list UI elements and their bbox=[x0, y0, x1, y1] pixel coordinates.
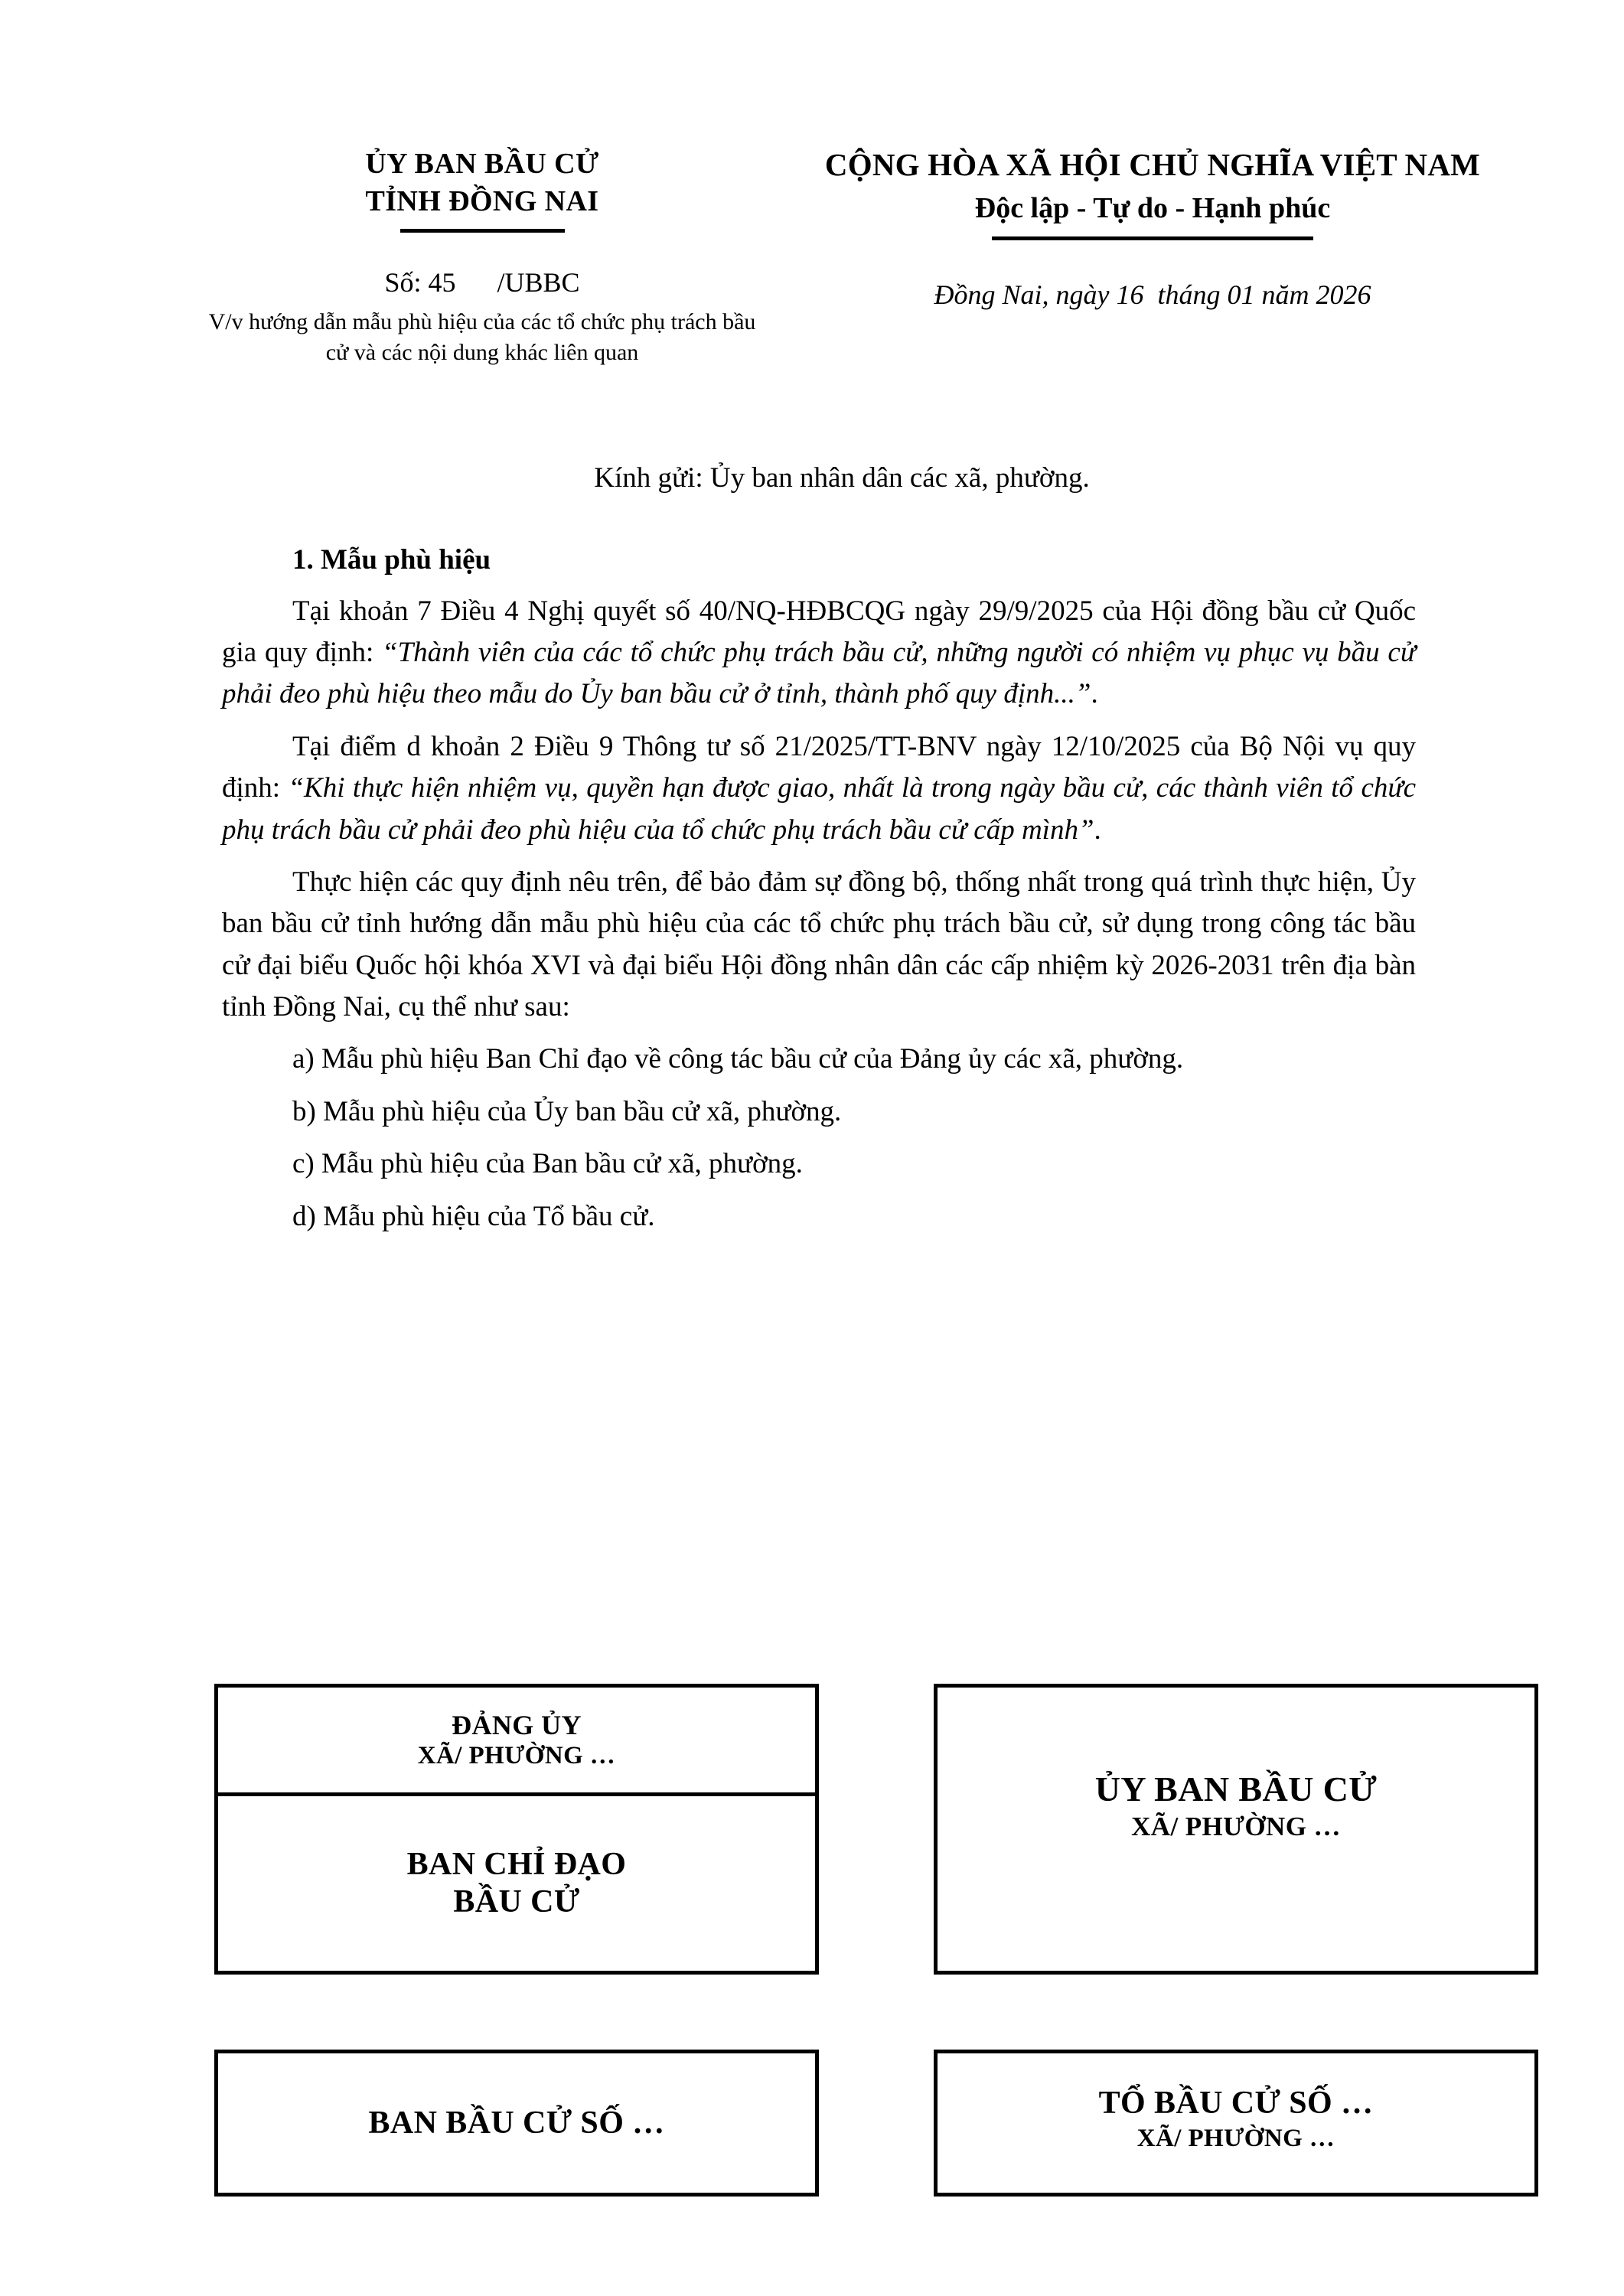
list-item-d: d) Mẫu phù hiệu của Tổ bầu cử. bbox=[292, 1200, 655, 1232]
badge-uy-ban-bau-cu-line-1: ỦY BAN BẦU CỬ bbox=[1094, 1769, 1378, 1808]
badge-dang-uy-header-cell bbox=[218, 1688, 815, 1796]
list-item-c: c) Mẫu phù hiệu của Ban bầu cử xã, phường. bbox=[292, 1148, 803, 1180]
header-issuing-authority-block bbox=[191, 145, 773, 368]
badge-ban-bau-cu bbox=[214, 2050, 819, 2197]
badge-dang-uy-line-1: ĐẢNG ỦY bbox=[452, 1710, 582, 1741]
paragraph-2-tail: . bbox=[1094, 814, 1101, 846]
badge-ban-chi-dao-cell bbox=[218, 1796, 815, 1971]
document-body bbox=[222, 459, 1416, 1248]
badge-dang-uy-ban-chi-dao bbox=[214, 1684, 819, 1975]
badge-to-bau-cu bbox=[934, 2050, 1538, 2197]
badge-ban-chi-dao-line-1: BAN CHỈ ĐẠO bbox=[406, 1847, 627, 1883]
document-subject: V/v hướng dẫn mẫu phù hiệu của các tổ chức phụ trách bầu cử và các nội dung khác liên quan bbox=[208, 309, 756, 365]
badge-dang-uy-line-2: XÃ/ PHƯỜNG … bbox=[417, 1741, 616, 1769]
list-item-b: b) Mẫu phù hiệu của Ủy ban bầu cử xã, phường. bbox=[292, 1095, 842, 1127]
badge-uy-ban-bau-cu-line-2: XÃ/ PHƯỜNG … bbox=[1131, 1812, 1341, 1842]
place-and-date: Đồng Nai, ngày 16 tháng 01 năm 2026 bbox=[934, 279, 1371, 311]
header-left-divider bbox=[400, 229, 565, 233]
paragraph-1-lead: Tại khoản 7 Điều 4 Nghị quyết số 40/NQ-HĐBCQG ngày 29/9/2025 của Hội đồng bầu cử Quốc gia quy định: bbox=[222, 595, 1416, 669]
paragraph-2-quote: “Khi thực hiện nhiệm vụ, quyền hạn được giao, nhất là trong ngày bầu cử, các thành viên tổ chức phụ trách bầu cử phải đeo phù hiệu của tổ chức phụ trách bầu cử cấp mình” bbox=[222, 772, 1416, 846]
issuing-org-line-2: TỈNH ĐỒNG NAI bbox=[365, 184, 599, 217]
recipient-line: Kính gửi: Ủy ban nhân dân các xã, phường. bbox=[594, 462, 1090, 494]
badge-uy-ban-bau-cu bbox=[934, 1684, 1538, 1975]
paragraph-2-lead: Tại điểm d khoản 2 Điều 9 Thông tư số 21/2025/TT-BNV ngày 12/10/2025 của Bộ Nội vụ quy định: bbox=[222, 730, 1416, 804]
issuing-org-line-1: ỦY BAN BẦU CỬ bbox=[365, 148, 599, 180]
paragraph-1-quote: “Thành viên của các tổ chức phụ trách bầu cử, những người có nhiệm vụ phục vụ bầu cử phải đeo phù hiệu theo mẫu do Ủy ban bầu cử ở tỉnh, thành phố quy định...” bbox=[222, 637, 1417, 710]
badge-samples-area bbox=[0, 1684, 1624, 2235]
national-title: CỘNG HÒA XÃ HỘI CHỦ NGHĨA VIỆT NAM bbox=[824, 147, 1481, 182]
section-title-1: 1. Mẫu phù hiệu bbox=[292, 543, 491, 576]
document-number: Số: 45 /UBBC bbox=[384, 267, 580, 298]
header-national-block bbox=[773, 145, 1624, 313]
header-right-divider bbox=[992, 236, 1313, 240]
paragraph-implementation: Thực hiện các quy định nêu trên, để bảo đảm sự đồng bộ, thống nhất trong quá trình thực hiện, Ủy ban bầu cử tỉnh hướng dẫn mẫu phù hiệu của các tổ chức phụ trách bầu cử, sử dụng trong công tác bầu cử đại biểu Quốc hội khóa XVI và đại biểu Hội đồng nhân dân các cấp nhiệm kỳ 2026-2031 trên địa bàn tỉnh Đồng Nai, cụ thể như sau: bbox=[222, 866, 1416, 1023]
badge-uy-ban-bau-cu-inner bbox=[938, 1769, 1534, 1843]
badge-ban-chi-dao-line-2: BẦU CỬ bbox=[453, 1884, 580, 1919]
badge-to-bau-cu-inner bbox=[938, 2086, 1534, 2154]
paragraph-1-tail: . bbox=[1091, 678, 1098, 710]
badge-to-bau-cu-line-1: TỔ BẦU CỬ SỐ … bbox=[1098, 2086, 1374, 2122]
paragraph-citation-tt21 bbox=[222, 726, 1416, 851]
list-item-a: a) Mẫu phù hiệu Ban Chỉ đạo về công tác bầu cử của Đảng ủy các xã, phường. bbox=[292, 1043, 1184, 1075]
badge-ban-bau-cu-line-1: BAN BẦU CỬ SỐ … bbox=[368, 2105, 665, 2141]
national-motto: Độc lập - Tự do - Hạnh phúc bbox=[974, 191, 1331, 224]
document-header bbox=[0, 145, 1624, 368]
badge-ban-bau-cu-inner bbox=[218, 2105, 815, 2142]
paragraph-citation-nq40 bbox=[222, 591, 1416, 716]
badge-to-bau-cu-line-2: XÃ/ PHƯỜNG … bbox=[1136, 2125, 1335, 2153]
